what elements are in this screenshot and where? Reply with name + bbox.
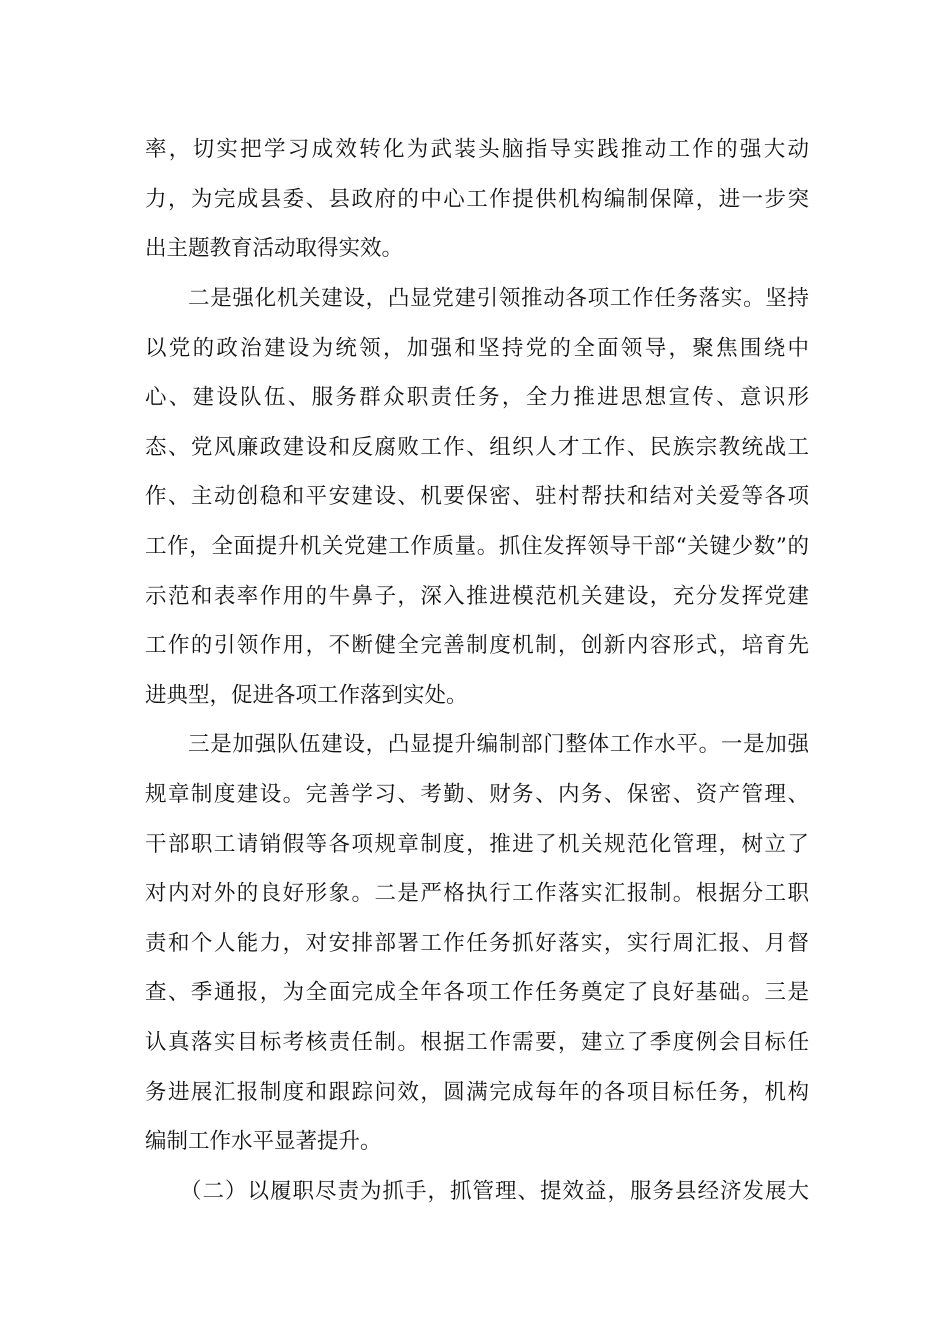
text-line: 干部职工请销假等各项规章制度，推进了机关规范化管理，树立了: [145, 832, 809, 857]
text-line: 规章制度建设。完善学习、考勤、财务、内务、保密、资产管理、: [145, 782, 809, 807]
text-line: 以党的政治建设为统领，加强和坚持党的全面领导，聚焦围绕中: [145, 336, 809, 361]
text-line: 示范和表率作用的牛鼻子，深入推进模范机关建设，充分发挥党建: [145, 584, 809, 609]
text-line: 查、季通报，为全面完成全年各项工作任务奠定了良好基础。三是: [145, 980, 809, 1005]
text-line: 认真落实目标考核责任制。根据工作需要，建立了季度例会目标任: [145, 1030, 809, 1055]
text-line: 编制工作水平显著提升。: [145, 1129, 382, 1154]
text-line: 进典型，促进各项工作落到实处。: [145, 683, 468, 708]
text-line: 出主题教育活动取得实效。: [145, 236, 404, 261]
text-line: 力，为完成县委、县政府的中心工作提供机构编制保障，进一步突: [145, 187, 809, 212]
text-line: 务进展汇报制度和跟踪问效，圆满完成每年的各项目标任务，机构: [145, 1080, 809, 1105]
text-line: 责和个人能力，对安排部署工作任务抓好落实，实行周汇报、月督: [145, 931, 809, 956]
section-heading-line: （二）以履职尽责为抓手，抓管理、提效益，服务县经济发展大: [180, 1179, 809, 1204]
text-line: 心、建设队伍、服务群众职责任务，全力推进思想宣传、意识形: [145, 385, 809, 410]
text-line: 率，切实把学习成效转化为武装头脑指导实践推动工作的强大动: [145, 137, 809, 162]
paragraph-first-line: 三是加强队伍建设，凸显提升编制部门整体工作水平。一是加强: [188, 732, 809, 757]
paragraph-first-line: 二是强化机关建设，凸显党建引领推动各项工作任务落实。坚持: [188, 286, 809, 311]
text-line: 工作，全面提升机关党建工作质量。抓住发挥领导干部“关键少数”的: [145, 534, 809, 559]
text-line: 对内对外的良好形象。二是严格执行工作落实汇报制。根据分工职: [145, 881, 809, 906]
text-line: 工作的引领作用，不断健全完善制度机制，创新内容形式，培育先: [145, 633, 809, 658]
text-line: 态、党风廉政建设和反腐败工作、组织人才工作、民族宗教统战工: [145, 435, 809, 460]
text-line: 作、主动创稳和平安建设、机要保密、驻村帮扶和结对关爱等各项: [145, 484, 809, 509]
